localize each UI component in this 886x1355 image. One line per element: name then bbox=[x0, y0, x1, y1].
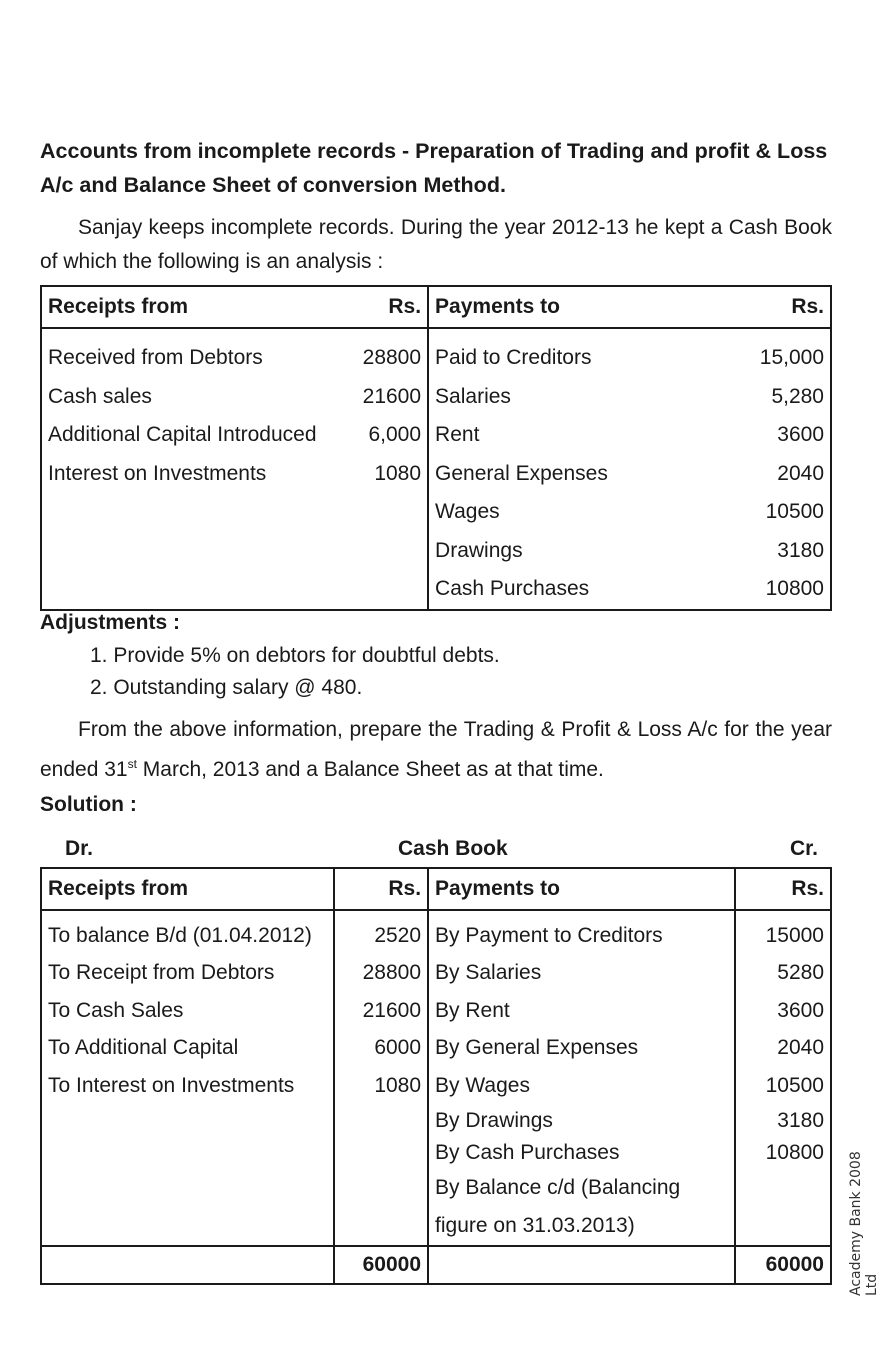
receipt-amount: 28800 bbox=[362, 346, 422, 370]
payment-amount: 5,280 bbox=[771, 384, 824, 408]
question-superscript: st bbox=[127, 757, 137, 771]
payment-amount: 5280 bbox=[735, 955, 831, 993]
cash-book-table bbox=[40, 867, 832, 1285]
table-row bbox=[41, 1137, 831, 1169]
payment-label: By Salaries bbox=[428, 955, 735, 993]
question-text-part2: March, 2013 and a Balance Sheet as at that time. bbox=[136, 758, 604, 781]
receipt-amount: 21600 bbox=[334, 992, 428, 1030]
payment-amount: 10500 bbox=[765, 500, 824, 524]
table-row bbox=[41, 378, 831, 417]
col-payments-header: Payments to bbox=[428, 868, 735, 910]
payment-amount: 3180 bbox=[777, 538, 824, 562]
receipt-amount: 28800 bbox=[334, 955, 428, 993]
payment-amount: 10800 bbox=[735, 1137, 831, 1169]
receipt-label: To Additional Capital bbox=[41, 1030, 334, 1068]
col-receipts-header: Receipts from bbox=[41, 286, 342, 328]
payment-label: Drawings bbox=[428, 532, 737, 571]
receipt-label: To Receipt from Debtors bbox=[41, 955, 334, 993]
section-heading: Accounts from incomplete records - Preparation of Trading and profit & Loss A/c and Balance Sheet of conversion Method. bbox=[40, 139, 828, 197]
table-row bbox=[41, 1030, 831, 1068]
table-row bbox=[41, 1067, 831, 1105]
table-row bbox=[41, 992, 831, 1030]
table-row bbox=[41, 1207, 831, 1246]
payment-amount: 2040 bbox=[777, 461, 824, 485]
credit-label: Cr. bbox=[789, 837, 818, 860]
receipt-amount: 2520 bbox=[334, 917, 428, 955]
adjustment-item: 1. Provide 5% on debtors for doubtful debts. bbox=[90, 644, 500, 667]
table-row bbox=[41, 339, 831, 378]
payment-amount: 15000 bbox=[735, 917, 831, 955]
table-row bbox=[41, 493, 831, 532]
receipt-label: Interest on Investments bbox=[48, 461, 267, 485]
payment-amount: 10500 bbox=[735, 1067, 831, 1105]
payment-label: Wages bbox=[428, 493, 737, 532]
payment-amount: 10800 bbox=[765, 577, 824, 601]
intro-paragraph bbox=[40, 211, 832, 279]
table-row bbox=[41, 532, 831, 571]
payment-label: By Payment to Creditors bbox=[428, 917, 735, 955]
table-row bbox=[41, 955, 831, 993]
payment-label: Paid to Creditors bbox=[428, 339, 737, 378]
cash-analysis-table bbox=[40, 285, 832, 611]
receipt-label: To balance B/d (01.04.2012) bbox=[41, 917, 334, 955]
col-rs-header: Rs. bbox=[735, 868, 831, 910]
col-rs-header: Rs. bbox=[334, 868, 428, 910]
payment-label: By Wages bbox=[428, 1067, 735, 1105]
table-row bbox=[41, 1169, 831, 1207]
payment-label: By Rent bbox=[428, 992, 735, 1030]
col-rs-header: Rs. bbox=[342, 286, 428, 328]
col-rs-header: Rs. bbox=[737, 286, 831, 328]
table-row bbox=[41, 455, 831, 494]
payment-label: By Balance c/d (Balancing bbox=[428, 1169, 735, 1207]
payment-label: Salaries bbox=[428, 378, 737, 417]
payment-amount: 3180 bbox=[735, 1105, 831, 1137]
table-row bbox=[41, 1105, 831, 1137]
question-text-part1: From the above information, prepare the Trading & Profit & Loss A/c for the year ended 31 bbox=[40, 718, 832, 781]
payment-label: Rent bbox=[428, 416, 737, 455]
payment-amount: 15,000 bbox=[759, 346, 824, 370]
receipt-amount: 21600 bbox=[362, 384, 422, 408]
solution-label: Solution : bbox=[40, 793, 137, 816]
payment-amount: 3600 bbox=[777, 423, 824, 447]
payment-label: Cash Purchases bbox=[428, 570, 737, 610]
payment-amount: 3600 bbox=[735, 992, 831, 1030]
payment-label: By Drawings bbox=[428, 1105, 735, 1137]
intro-text: Sanjay keeps incomplete records. During the year 2012-13 he kept a Cash Book of which the following is an analysis : bbox=[40, 216, 832, 273]
receipt-amount: 1080 bbox=[334, 1067, 428, 1105]
receipt-amount: 6000 bbox=[334, 1030, 428, 1068]
adjustments-title: Adjustments : bbox=[40, 611, 181, 634]
cash-book-title: Cash Book bbox=[398, 837, 508, 860]
debit-label: Dr. bbox=[65, 837, 94, 860]
receipt-amount: 6,000 bbox=[368, 423, 422, 447]
receipt-amount: 1080 bbox=[374, 461, 422, 485]
table-header-row bbox=[41, 868, 831, 910]
table-header-row bbox=[41, 286, 831, 328]
receipt-label: Received from Debtors bbox=[48, 346, 263, 370]
receipt-label: To Interest on Investments bbox=[41, 1067, 334, 1105]
cash-book-heading bbox=[40, 832, 832, 866]
payment-amount bbox=[735, 1169, 831, 1207]
payment-amount bbox=[735, 1207, 831, 1246]
total-receipts: 60000 bbox=[334, 1246, 428, 1284]
adjustment-item: 2. Outstanding salary @ 480. bbox=[90, 676, 363, 699]
col-payments-header: Payments to bbox=[428, 286, 737, 328]
table-row bbox=[41, 917, 831, 955]
receipt-label: To Cash Sales bbox=[41, 992, 334, 1030]
receipt-label: Additional Capital Introduced bbox=[48, 423, 317, 447]
payment-label: By General Expenses bbox=[428, 1030, 735, 1068]
table-row bbox=[41, 416, 831, 455]
col-receipts-header: Receipts from bbox=[41, 868, 334, 910]
payment-label: By Cash Purchases bbox=[428, 1137, 735, 1169]
totals-row bbox=[41, 1246, 831, 1284]
payment-amount: 2040 bbox=[735, 1030, 831, 1068]
payment-label: figure on 31.03.2013) bbox=[428, 1207, 735, 1246]
table-row bbox=[41, 570, 831, 610]
margin-watermark: Academy Bank 2008 Ltd bbox=[848, 1151, 880, 1296]
payment-label: General Expenses bbox=[428, 455, 737, 494]
question-paragraph bbox=[40, 713, 832, 787]
receipt-label: Cash sales bbox=[48, 384, 152, 408]
total-payments: 60000 bbox=[735, 1246, 831, 1284]
